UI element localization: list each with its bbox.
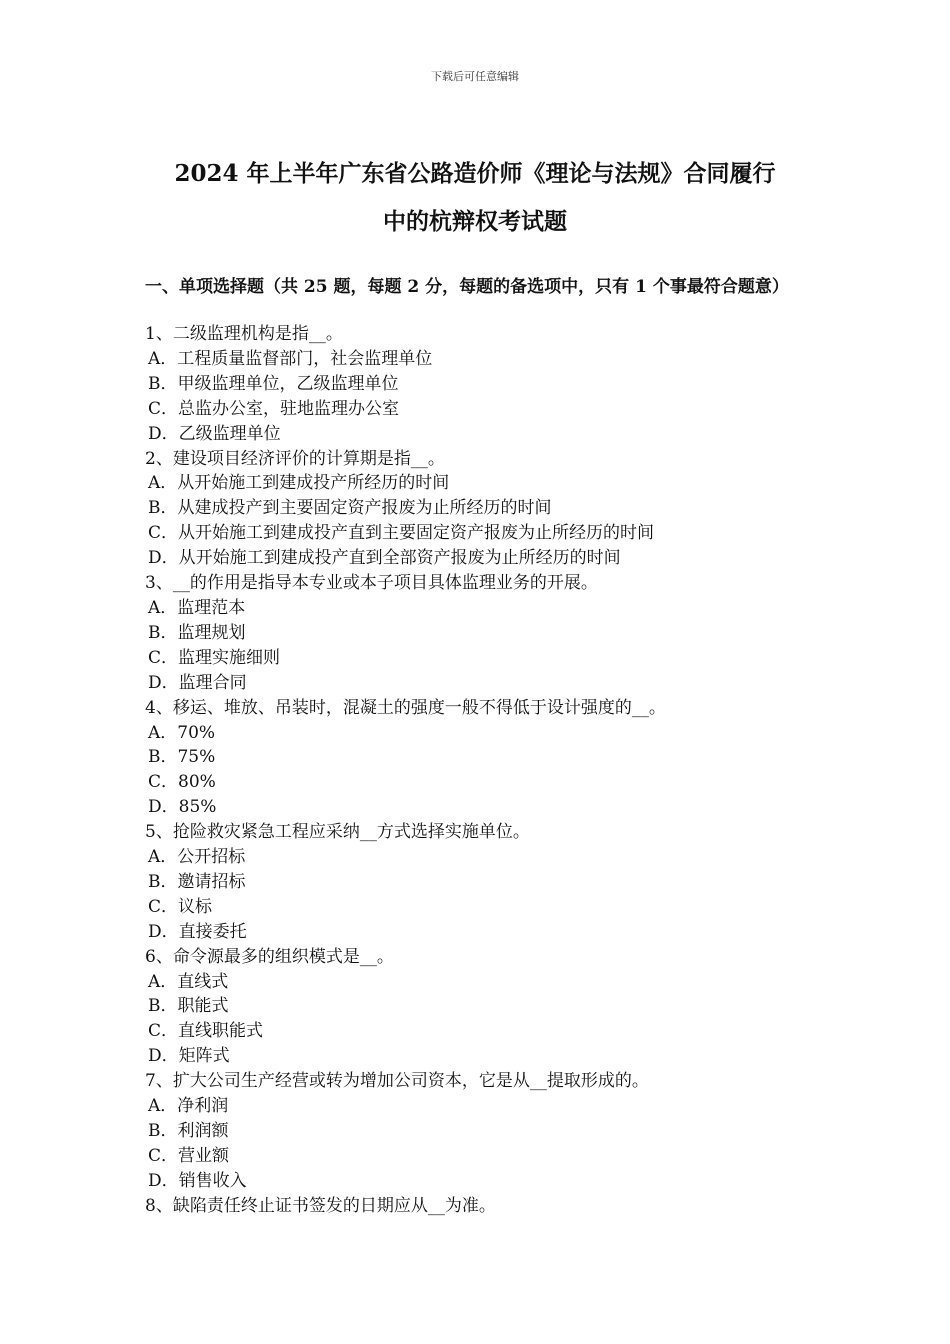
question-stem: 7、扩大公司生产经营或转为增加公司资本，它是从__提取形成的。	[145, 1071, 649, 1092]
answer-option: B．监理规划	[148, 622, 246, 643]
answer-option: C．营业额	[148, 1145, 230, 1166]
answer-option: D．85%	[148, 797, 217, 818]
answer-option: D．矩阵式	[148, 1046, 230, 1067]
answer-option: C．监理实施细则	[148, 647, 281, 668]
document-title	[100, 150, 850, 246]
answer-option: A．70%	[148, 722, 216, 743]
answer-option: C．直线职能式	[148, 1021, 264, 1042]
answer-option: D．乙级监理单位	[148, 423, 281, 444]
question-list	[145, 322, 825, 1219]
answer-option: D．直接委托	[148, 921, 247, 942]
question-stem: 4、移运、堆放、吊装时，混凝土的强度一般不得低于设计强度的__。	[145, 697, 666, 718]
answer-option: B．利润额	[148, 1121, 229, 1141]
question-stem: 6、命令源最多的组织模式是__。	[145, 946, 394, 967]
question-stem: 2、建设项目经济评价的计算期是指__。	[145, 448, 445, 469]
answer-option: A．监理范本	[148, 597, 246, 618]
answer-option: C．80%	[148, 772, 216, 793]
question-stem: 3、__的作用是指导本专业或本子项目具体监理业务的开展。	[145, 573, 598, 594]
title-line-2: 中的杭辩权考试题	[383, 208, 567, 235]
header-note: 下载后可任意编辑	[431, 70, 519, 83]
question-stem: 5、抢险救灾紧急工程应采纳__方式选择实施单位。	[145, 822, 530, 843]
answer-option: D．从开始施工到建成投产直到全部资产报废为止所经历的时间	[148, 548, 621, 569]
answer-option: B．从建成投产到主要固定资产报废为止所经历的时间	[148, 498, 552, 519]
answer-option: C．总监办公室，驻地监理办公室	[148, 398, 400, 419]
answer-option: B．职能式	[148, 996, 229, 1017]
answer-option: A．工程质量监督部门，社会监理单位	[148, 348, 433, 369]
question-stem: 8、缺陷责任终止证书签发的日期应从__为准。	[145, 1195, 496, 1216]
title-line-1: 2024 年上半年广东省公路造价师《理论与法规》合同履行	[174, 160, 776, 187]
answer-option: C．议标	[148, 896, 213, 917]
answer-option: A．从开始施工到建成投产所经历的时间	[148, 473, 450, 494]
answer-option: A．直线式	[148, 971, 229, 992]
answer-option: D．监理合同	[148, 672, 247, 693]
answer-option: A．净利润	[148, 1096, 229, 1117]
answer-option: B．邀请招标	[148, 871, 246, 892]
answer-option: C．从开始施工到建成投产直到主要固定资产报废为止所经历的时间	[148, 523, 655, 544]
question-stem: 1、二级监理机构是指__。	[145, 324, 343, 344]
answer-option: B．甲级监理单位，乙级监理单位	[148, 373, 399, 394]
answer-option: A．公开招标	[148, 847, 246, 868]
answer-option: D．销售收入	[148, 1170, 247, 1191]
section-heading: 一、单项选择题（共 25 题，每题 2 分，每题的备选项中，只有 1 个事最符合题意）	[145, 277, 789, 297]
answer-option: B．75%	[148, 747, 216, 768]
